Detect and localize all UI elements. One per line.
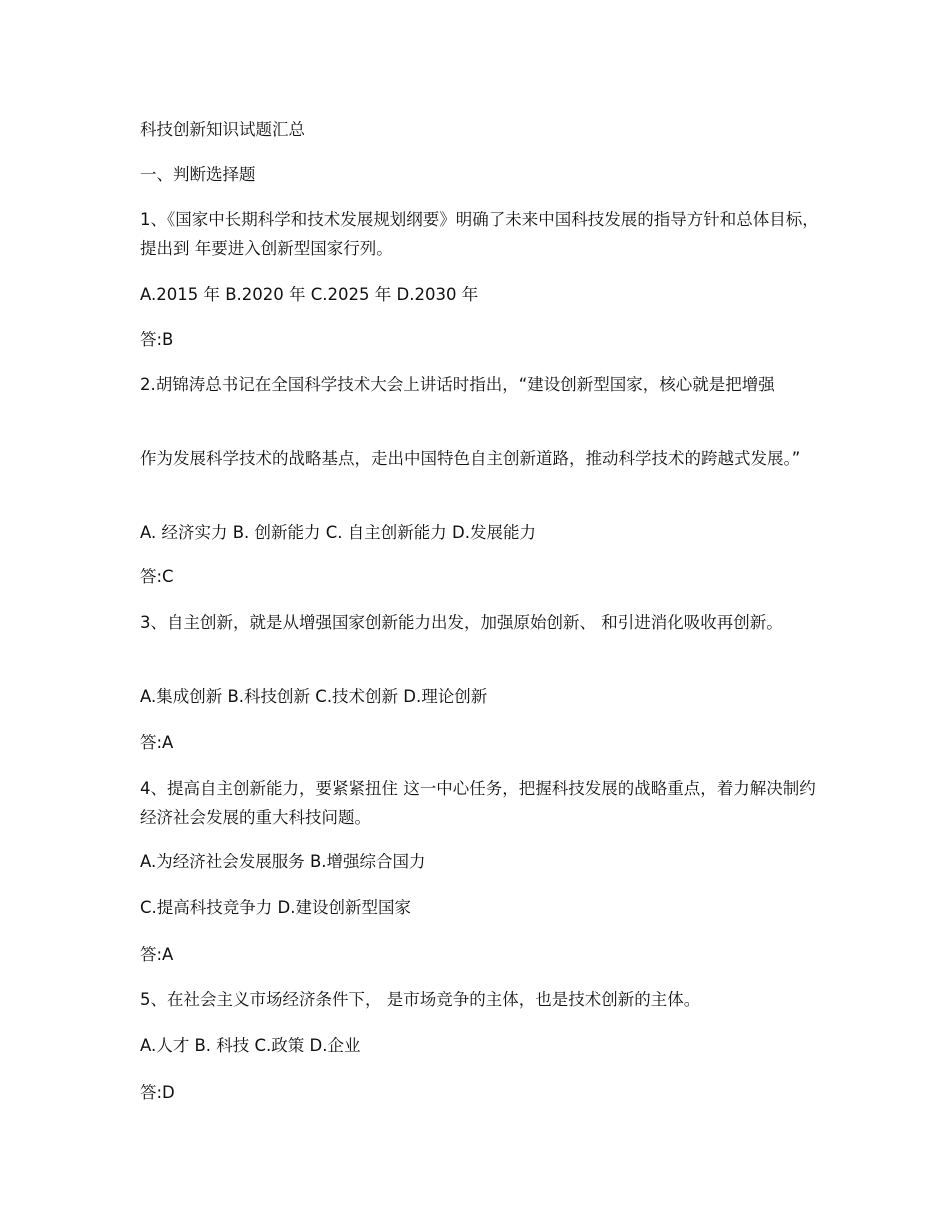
question-4-stem: 4、提高自主创新能力，要紧紧扭住 这一中心任务，把握科技发展的战略重点，着力解决制约经济社会发展的重大科技问题。 — [140, 779, 816, 827]
question-5-options: A.人才 B. 科技 C.政策 D.企业 — [140, 1036, 361, 1055]
question-2-options: A. 经济实力 B. 创新能力 C. 自主创新能力 D.发展能力 — [140, 523, 536, 542]
document-title: 科技创新知识试题汇总 — [140, 120, 305, 139]
question-4-options-line-1: A.为经济社会发展服务 B.增强综合国力 — [140, 852, 426, 871]
question-3-stem: 3、自主创新，就是从增强国家创新能力出发，加强原始创新、 和引进消化吸收再创新。 — [140, 613, 783, 632]
question-5-answer: 答:D — [140, 1083, 175, 1102]
question-2-stem: 2.胡锦涛总书记在全国科学技术大会上讲话时指出，“建设创新型国家，核心就是把增强 — [140, 375, 775, 394]
question-1-answer: 答:B — [140, 330, 174, 349]
question-4-answer: 答:A — [140, 945, 174, 964]
question-2-stem-continued: 作为发展科学技术的战略基点，走出中国特色自主创新道路，推动科学技术的跨越式发展。” — [140, 449, 801, 468]
question-2-answer: 答:C — [140, 567, 174, 586]
question-1-options: A.2015 年 B.2020 年 C.2025 年 D.2030 年 — [140, 285, 479, 304]
question-3-answer: 答:A — [140, 733, 174, 752]
question-5-stem: 5、在社会主义市场经济条件下， 是市场竞争的主体，也是技术创新的主体。 — [140, 990, 701, 1009]
section-heading: 一、判断选择题 — [140, 165, 256, 184]
question-3-options: A.集成创新 B.科技创新 C.技术创新 D.理论创新 — [140, 687, 488, 706]
question-4-options-line-2: C.提高科技竞争力 D.建设创新型国家 — [140, 898, 411, 917]
question-1-stem: 1、《国家中长期科学和技术发展规划纲要》明确了未来中国科技发展的指导方针和总体目标，提出到 年要进入创新型国家行列。 — [140, 210, 819, 258]
